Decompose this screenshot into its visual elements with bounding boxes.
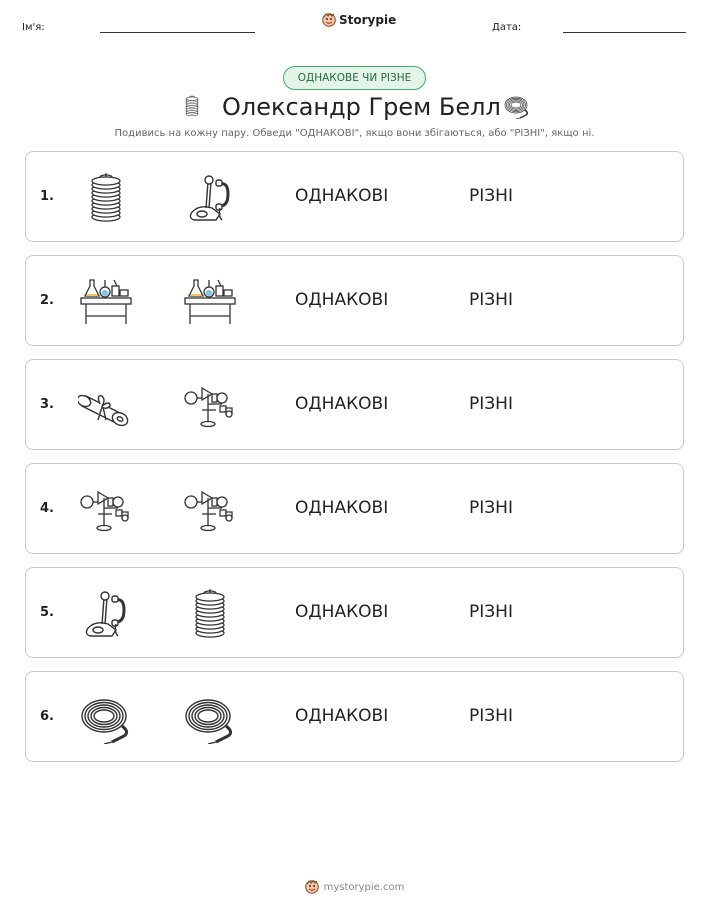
different-option[interactable]: РІЗНІ bbox=[469, 602, 513, 622]
footer-url[interactable]: mystorypie.com bbox=[323, 881, 405, 893]
cable-icon bbox=[503, 93, 531, 119]
cable-icon bbox=[78, 692, 134, 744]
photophone-icon bbox=[182, 484, 238, 536]
lab-table-icon bbox=[182, 276, 238, 328]
exercise-row-5 bbox=[25, 567, 684, 658]
row-number: 3. bbox=[40, 397, 54, 412]
exercise-row-4 bbox=[25, 463, 684, 554]
worksheet-type-badge: ОДНАКОВЕ ЧИ РІЗНЕ bbox=[283, 66, 426, 90]
different-option[interactable]: РІЗНІ bbox=[469, 498, 513, 518]
telephone-icon bbox=[78, 588, 134, 640]
name-label: Ім'я: bbox=[22, 22, 45, 33]
coil-icon bbox=[180, 91, 204, 121]
same-option[interactable]: ОДНАКОВІ bbox=[295, 290, 389, 310]
exercise-row-3 bbox=[25, 359, 684, 450]
row-number: 2. bbox=[40, 293, 54, 308]
same-option[interactable]: ОДНАКОВІ bbox=[295, 498, 389, 518]
row-number: 1. bbox=[40, 189, 54, 204]
brand-name: Storypie bbox=[339, 13, 397, 27]
exercise-row-1 bbox=[25, 151, 684, 242]
storypie-logo-icon bbox=[322, 13, 336, 27]
same-option[interactable]: ОДНАКОВІ bbox=[295, 186, 389, 206]
date-label: Дата: bbox=[492, 22, 522, 33]
brand-logo bbox=[322, 13, 396, 27]
diploma-scroll-icon bbox=[78, 380, 134, 432]
row-number: 6. bbox=[40, 709, 54, 724]
exercise-row-6 bbox=[25, 671, 684, 762]
same-option[interactable]: ОДНАКОВІ bbox=[295, 394, 389, 414]
same-option[interactable]: ОДНАКОВІ bbox=[295, 602, 389, 622]
different-option[interactable]: РІЗНІ bbox=[469, 394, 513, 414]
photophone-icon bbox=[182, 380, 238, 432]
different-option[interactable]: РІЗНІ bbox=[469, 186, 513, 206]
footer bbox=[0, 880, 709, 894]
coil-icon bbox=[182, 588, 238, 640]
coil-icon bbox=[78, 172, 134, 224]
telephone-icon bbox=[182, 172, 238, 224]
cable-icon bbox=[182, 692, 238, 744]
name-field[interactable] bbox=[100, 32, 255, 33]
date-field[interactable] bbox=[563, 32, 686, 33]
row-number: 5. bbox=[40, 605, 54, 620]
lab-table-icon bbox=[78, 276, 134, 328]
exercise-row-2 bbox=[25, 255, 684, 346]
same-option[interactable]: ОДНАКОВІ bbox=[295, 706, 389, 726]
page-title: Олександр Грем Белл bbox=[222, 93, 501, 121]
instructions: Подивись на кожну пару. Обведи "ОДНАКОВІ", якщо вони збігаються, або "РІЗНІ", якщо ні. bbox=[114, 128, 595, 139]
different-option[interactable]: РІЗНІ bbox=[469, 706, 513, 726]
storypie-logo-icon bbox=[305, 880, 319, 894]
different-option[interactable]: РІЗНІ bbox=[469, 290, 513, 310]
row-number: 4. bbox=[40, 501, 54, 516]
photophone-icon bbox=[78, 484, 134, 536]
